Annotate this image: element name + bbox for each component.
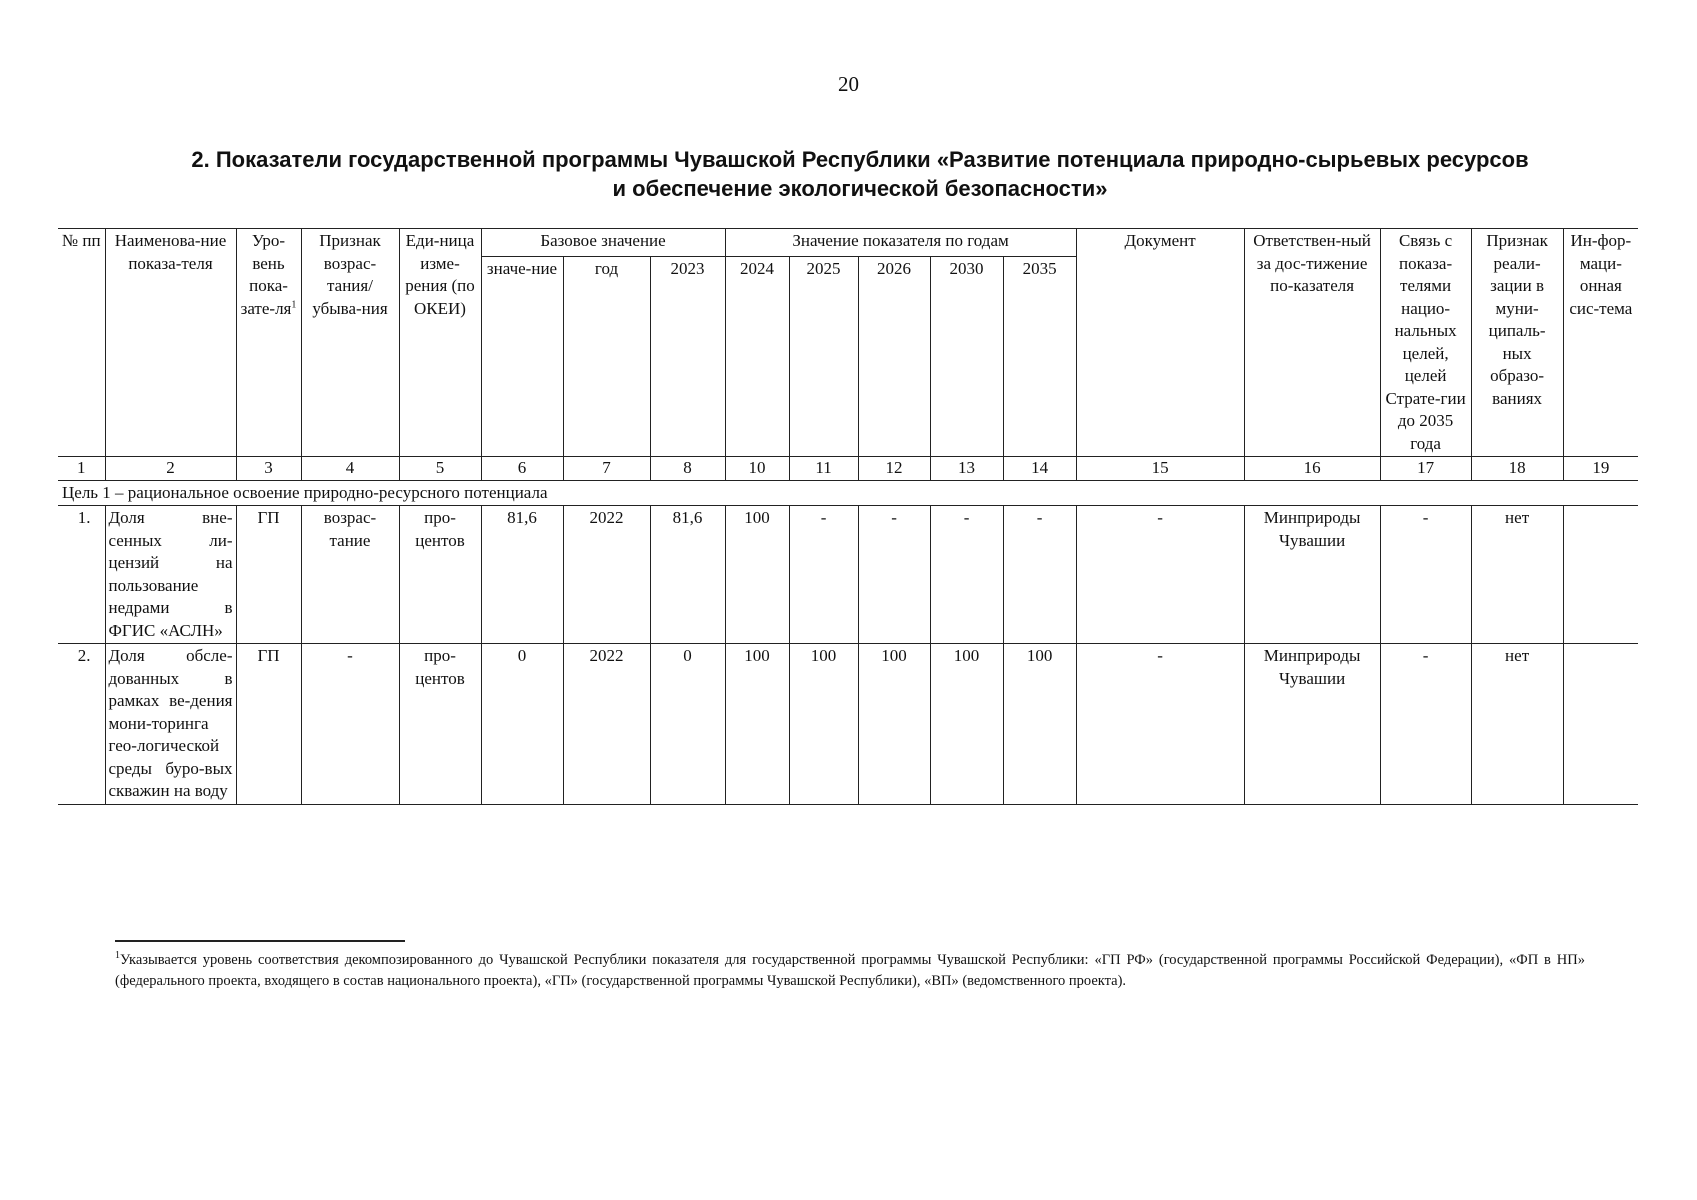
footnote-ref: 1: [291, 298, 297, 310]
column-number: 19: [1563, 457, 1638, 481]
indicator-name: Доля вне-сенных ли-цензий на пользование недрами в ФГИС «АСЛН»: [105, 506, 236, 644]
goal-text: Цель 1 – рациональное освоение природно-ресурсного потенциала: [58, 480, 1638, 506]
goal-row: [58, 480, 1638, 506]
header-municipal: Признак реали-зации в муни-ципаль-ных образо-ваниях: [1471, 229, 1563, 457]
value-2026: 100: [858, 644, 930, 805]
column-number: 12: [858, 457, 930, 481]
base-value: 0: [481, 644, 563, 805]
document: -: [1076, 506, 1244, 644]
column-number: 7: [563, 457, 650, 481]
column-number: 18: [1471, 457, 1563, 481]
indicators-table: [58, 228, 1638, 805]
value-2025: 100: [789, 644, 858, 805]
national-goals-link: -: [1380, 644, 1471, 805]
row-number: 2.: [58, 644, 105, 805]
header-link: Связь с показа-телями нацио-нальных целей, целей Страте-гии до 2035 года: [1380, 229, 1471, 457]
header-trend: Признак возрас-тания/ убыва-ния: [301, 229, 399, 457]
column-number: 2: [105, 457, 236, 481]
column-number: 8: [650, 457, 725, 481]
header-level: [236, 229, 301, 457]
indicator-name: Доля обсле-дованных в рамках ве-дения мони-торинга гео-логической среды буро-вых скважин на воду: [105, 644, 236, 805]
title-line-1: 2. Показатели государственной программы Чувашской Республики «Развитие потенциала природно-сырьевых ресурсов: [191, 147, 1529, 172]
value-2035: -: [1003, 506, 1076, 644]
footnote-text: Указывается уровень соответствия декомпозированного до Чувашской Республики показателя для государственной программы Чувашской Республики: «ГП РФ» (государственной программы Российской Федерации), «ФП в НП» (федерального проекта, входящего в состав национального проекта), «ГП» (государственной программы Чувашской Республики), «ВП» (ведомственного проекта).: [115, 952, 1585, 989]
row-number: 1.: [58, 506, 105, 644]
base-value: 81,6: [481, 506, 563, 644]
column-number: 1: [58, 457, 105, 481]
header-year-2024: 2024: [725, 257, 789, 457]
indicator-level: ГП: [236, 506, 301, 644]
base-year: 2022: [563, 644, 650, 805]
header-base-year: год: [563, 257, 650, 457]
value-2025: -: [789, 506, 858, 644]
column-number: 11: [789, 457, 858, 481]
value-2030: -: [930, 506, 1003, 644]
title-line-2: и обеспечение экологической безопасности»: [612, 176, 1108, 201]
base-year: 2022: [563, 506, 650, 644]
header-year-2025: 2025: [789, 257, 858, 457]
header-base-2023: 2023: [650, 257, 725, 457]
header-infosys: Ин-фор-маци-онная сис-тема: [1563, 229, 1638, 457]
responsible: Минприроды Чувашии: [1244, 506, 1380, 644]
header-name: Наименова-ние показа-теля: [105, 229, 236, 457]
column-number: 14: [1003, 457, 1076, 481]
page-title: [60, 145, 1660, 203]
value-2024: 100: [725, 644, 789, 805]
municipal-flag: нет: [1471, 644, 1563, 805]
value-2023: 0: [650, 644, 725, 805]
indicator-trend: возрас-тание: [301, 506, 399, 644]
footnote-divider: [115, 940, 405, 942]
header-year-2030: 2030: [930, 257, 1003, 457]
information-system: [1563, 644, 1638, 805]
header-level-text: Уро-вень пока-зате-ля: [240, 231, 292, 318]
table-row: [58, 644, 1638, 805]
column-number: 3: [236, 457, 301, 481]
header-base-group: Базовое значение: [481, 229, 725, 257]
header-years-group: Значение показателя по годам: [725, 229, 1076, 257]
indicators-table-wrapper: [58, 228, 1638, 805]
indicator-trend: -: [301, 644, 399, 805]
header-responsible: Ответствен-ный за дос-тижение по-казателя: [1244, 229, 1380, 457]
column-number: 4: [301, 457, 399, 481]
column-number: 16: [1244, 457, 1380, 481]
column-number: 5: [399, 457, 481, 481]
header-year-2035: 2035: [1003, 257, 1076, 457]
value-2024: 100: [725, 506, 789, 644]
header-document: Документ: [1076, 229, 1244, 457]
value-2023: 81,6: [650, 506, 725, 644]
column-number: 6: [481, 457, 563, 481]
value-2030: 100: [930, 644, 1003, 805]
page-number: 20: [838, 72, 859, 96]
indicator-unit: про-центов: [399, 506, 481, 644]
national-goals-link: -: [1380, 506, 1471, 644]
information-system: [1563, 506, 1638, 644]
indicator-level: ГП: [236, 644, 301, 805]
document: -: [1076, 644, 1244, 805]
footnote: [115, 950, 1585, 992]
header-base-value: значе-ние: [481, 257, 563, 457]
value-2035: 100: [1003, 644, 1076, 805]
indicator-unit: про-центов: [399, 644, 481, 805]
value-2026: -: [858, 506, 930, 644]
municipal-flag: нет: [1471, 506, 1563, 644]
header-unit: Еди-ница изме-рения (по ОКЕИ): [399, 229, 481, 457]
column-number-row: [58, 457, 1638, 481]
column-number: 10: [725, 457, 789, 481]
table-row: [58, 506, 1638, 644]
column-number: 13: [930, 457, 1003, 481]
header-row-1: [58, 229, 1638, 257]
responsible: Минприроды Чувашии: [1244, 644, 1380, 805]
column-number: 15: [1076, 457, 1244, 481]
header-no: № пп: [58, 229, 105, 457]
header-year-2026: 2026: [858, 257, 930, 457]
footnote-mark: 1: [115, 950, 120, 962]
column-number: 17: [1380, 457, 1471, 481]
